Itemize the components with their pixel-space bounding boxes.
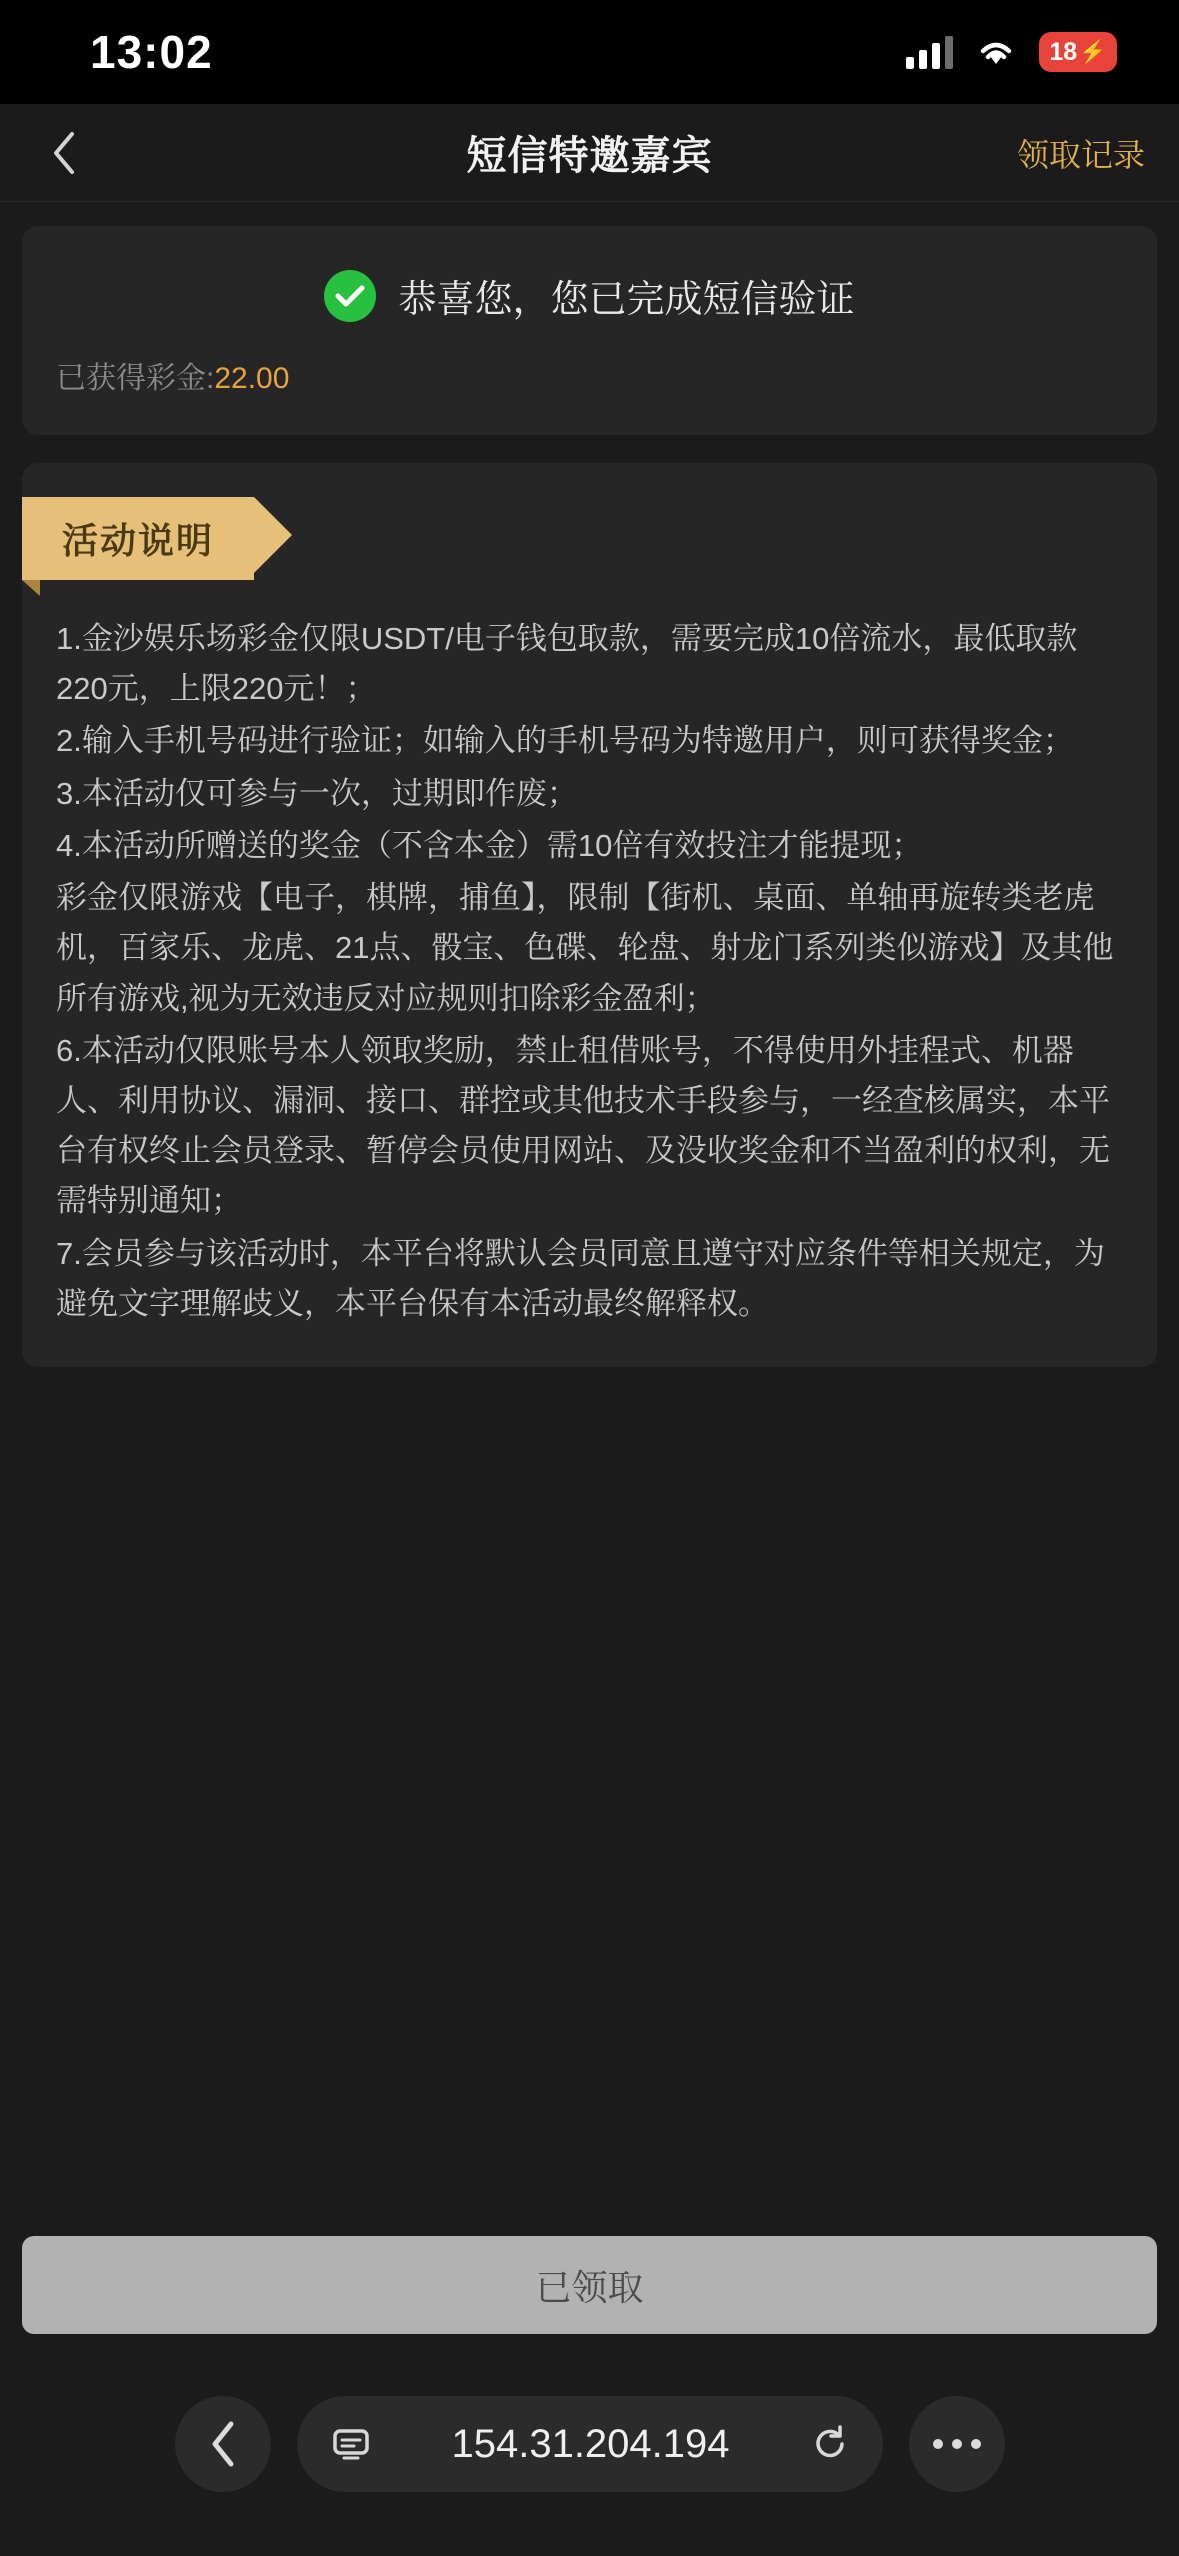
rule-line: 7.会员参与该活动时，本平台将默认会员同意且遵守对应条件等相关规定，为避免文字理解歧义，本平台保有本活动最终解释权。 bbox=[56, 1235, 1105, 1321]
reader-view-icon[interactable] bbox=[331, 2426, 371, 2462]
rule-line: 4.本活动所赠送的奖金（不含本金）需10倍有效投注才能提现； bbox=[56, 827, 923, 863]
battery-indicator bbox=[1039, 32, 1117, 72]
result-row bbox=[56, 268, 1123, 323]
bonus-amount-value: 22.00 bbox=[214, 362, 290, 395]
navigation-bar bbox=[0, 104, 1179, 202]
cellular-signal-icon bbox=[906, 35, 953, 69]
browser-back-icon[interactable] bbox=[175, 2396, 271, 2492]
page-content bbox=[0, 202, 1179, 2206]
url-text[interactable]: 154.31.204.194 bbox=[451, 2421, 730, 2466]
reload-icon[interactable] bbox=[811, 2425, 849, 2463]
back-chevron-icon[interactable] bbox=[34, 123, 94, 183]
bonus-amount-row bbox=[56, 353, 1123, 397]
bonus-amount-label: 已获得彩金: bbox=[56, 362, 215, 395]
status-time: 13:02 bbox=[90, 26, 213, 78]
claim-button[interactable]: 已领取 bbox=[22, 2236, 1157, 2334]
claim-button-container bbox=[0, 2206, 1179, 2360]
browser-toolbar bbox=[0, 2360, 1179, 2556]
charging-bolt-icon: ⚡ bbox=[1079, 39, 1107, 64]
activity-description-card bbox=[22, 463, 1157, 1367]
more-options-icon[interactable] bbox=[909, 2396, 1005, 2492]
claim-record-link[interactable]: 领取记录 bbox=[1016, 136, 1145, 173]
rule-line: 彩金仅限游戏【电子，棋牌，捕鱼】，限制【街机、桌面、单轴再旋转类老虎机，百家乐、龙虎、21点、骰宝、色碟、轮盘、射龙门系列类似游戏】及其他所有游戏,视为无效违反对应规则扣除彩金盈利； bbox=[56, 880, 1114, 1016]
page-title: 短信特邀嘉宾 bbox=[466, 134, 713, 178]
battery-level: 18 bbox=[1049, 37, 1078, 66]
url-bar[interactable] bbox=[297, 2396, 883, 2492]
success-check-icon bbox=[324, 270, 376, 322]
rule-line: 1.金沙娱乐场彩金仅限USDT/电子钱包取款，需要完成10倍流水，最低取款220元，上限220元！； bbox=[56, 621, 1078, 707]
rule-line: 3.本活动仅可参与一次，过期即作废； bbox=[56, 775, 578, 811]
activity-description-body bbox=[22, 580, 1157, 1329]
result-message: 恭喜您，您已完成短信验证 bbox=[398, 279, 855, 321]
status-indicators bbox=[906, 32, 1117, 72]
rule-line: 2.输入手机号码进行验证；如输入的手机号码为特邀用户，则可获得奖金； bbox=[56, 723, 1074, 759]
wifi-icon bbox=[975, 36, 1017, 68]
verification-result-card bbox=[22, 226, 1157, 435]
rule-line: 6.本活动仅限账号本人领取奖励，禁止租借账号，不得使用外挂程式、机器人、利用协议、漏洞、接口、群控或其他技术手段参与，一经查核属实，本平台有权终止会员登录、暂停会员使用网站、及没收奖金和不当盈利的权利，无需特别通知； bbox=[56, 1032, 1110, 1219]
activity-description-ribbon: 活动说明 bbox=[22, 497, 254, 580]
status-bar bbox=[0, 0, 1179, 104]
